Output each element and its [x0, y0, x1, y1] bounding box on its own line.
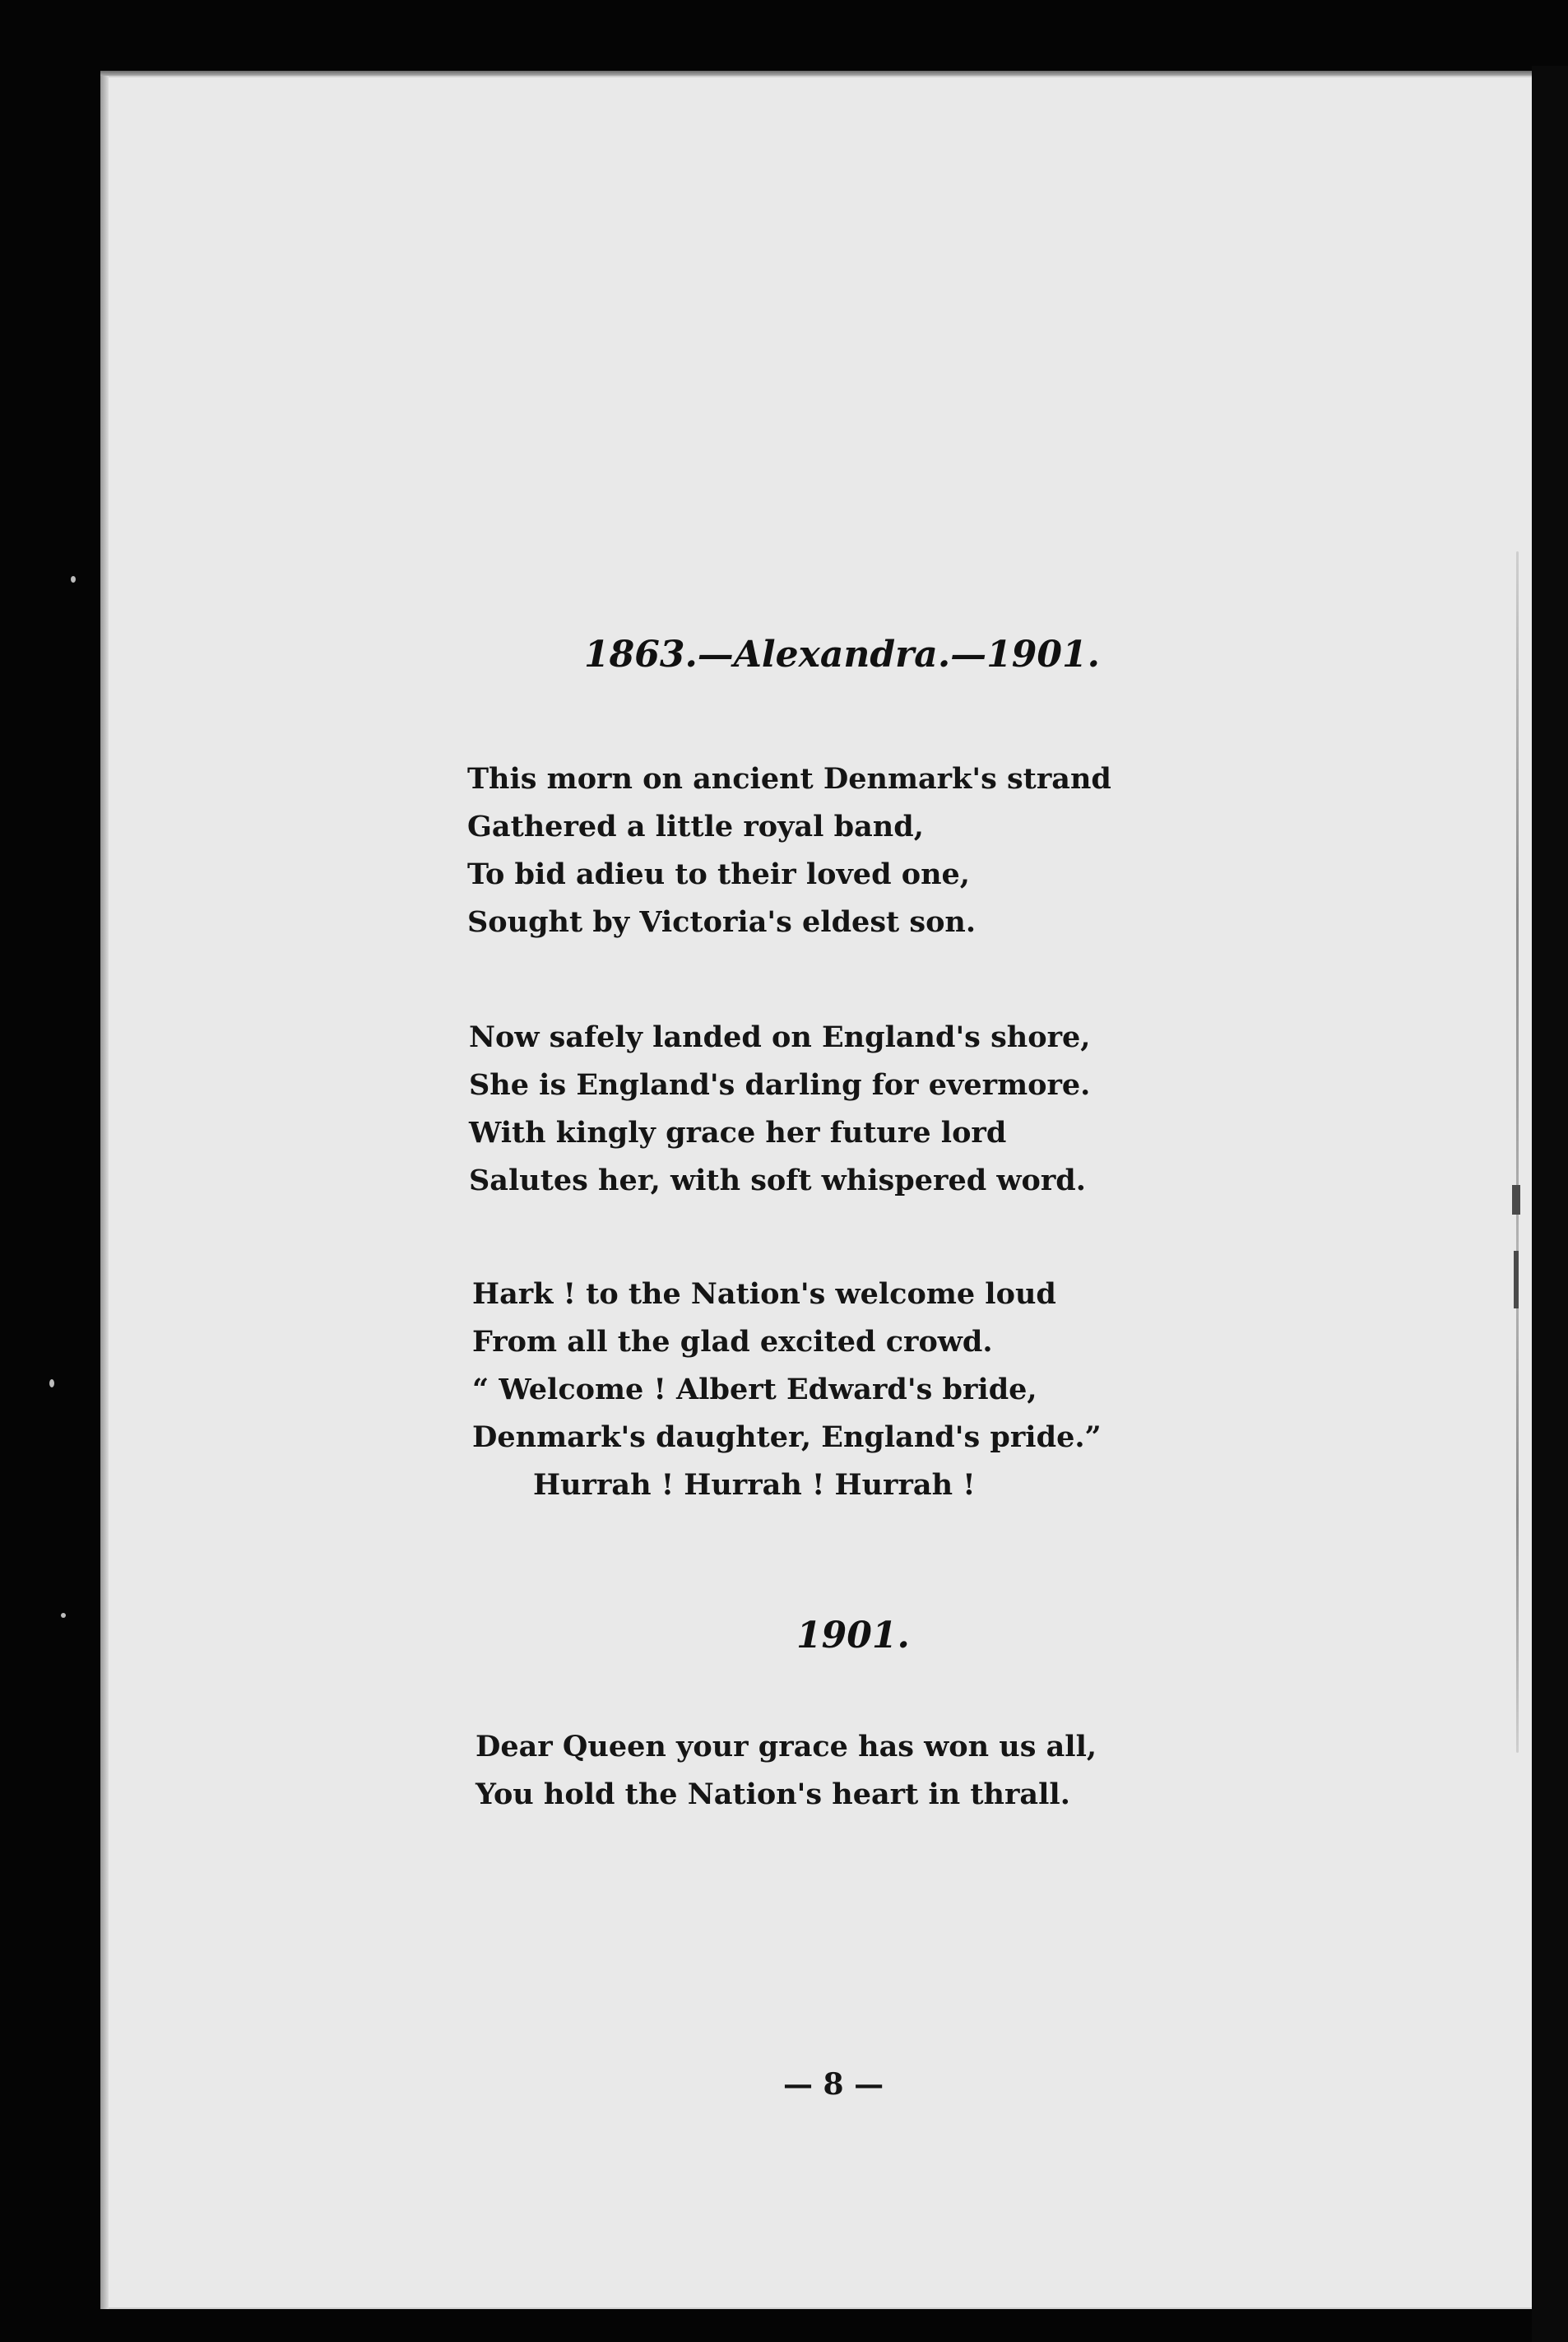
section-heading: 1901. [796, 1615, 910, 1657]
poem-line: Hark ! to the Nation's welcome loud [472, 1277, 1056, 1311]
poem-refrain: Hurrah ! Hurrah ! Hurrah ! [533, 1468, 976, 1502]
scan-speck [71, 576, 76, 583]
scan-right-border [1532, 66, 1568, 2342]
page-fold-line [1516, 551, 1519, 1753]
poem-line: From all the glad excited crowd. [472, 1325, 993, 1359]
poem-line: Sought by Victoria's eldest son. [467, 905, 977, 939]
poem-title: 1863.—Alexandra.—1901. [584, 634, 1100, 676]
page-left-edge [100, 76, 109, 2309]
poem-line: You hold the Nation's heart in thrall. [476, 1777, 1070, 1811]
poem-line: Gathered a little royal band, [467, 810, 924, 843]
poem-line: Denmark's daughter, England's pride.” [472, 1420, 1102, 1454]
scan-speck [49, 1379, 54, 1387]
fold-mark [1514, 1251, 1519, 1308]
poem-line: Now safely landed on England's shore, [469, 1020, 1091, 1054]
scan-speck [61, 1613, 66, 1618]
poem-line: With kingly grace her future lord [469, 1116, 1007, 1150]
poem-line: Dear Queen your grace has won us all, [476, 1730, 1097, 1763]
stanza-1 [467, 755, 1111, 946]
poem-line: To bid adieu to their loved one, [467, 857, 970, 891]
poem-line: Salutes her, with soft whispered word. [469, 1164, 1086, 1197]
stanza-3 [472, 1271, 1102, 1509]
stanza-2 [469, 1014, 1090, 1205]
poem-line: “ Welcome ! Albert Edward's bride, [472, 1373, 1037, 1406]
fold-mark [1512, 1185, 1520, 1215]
poem-line: She is England's darling for evermore. [469, 1068, 1091, 1102]
page-number: — 8 — [783, 2067, 884, 2102]
poem-line: This morn on ancient Denmark's strand [467, 762, 1111, 796]
closing-stanza [476, 1723, 1097, 1819]
